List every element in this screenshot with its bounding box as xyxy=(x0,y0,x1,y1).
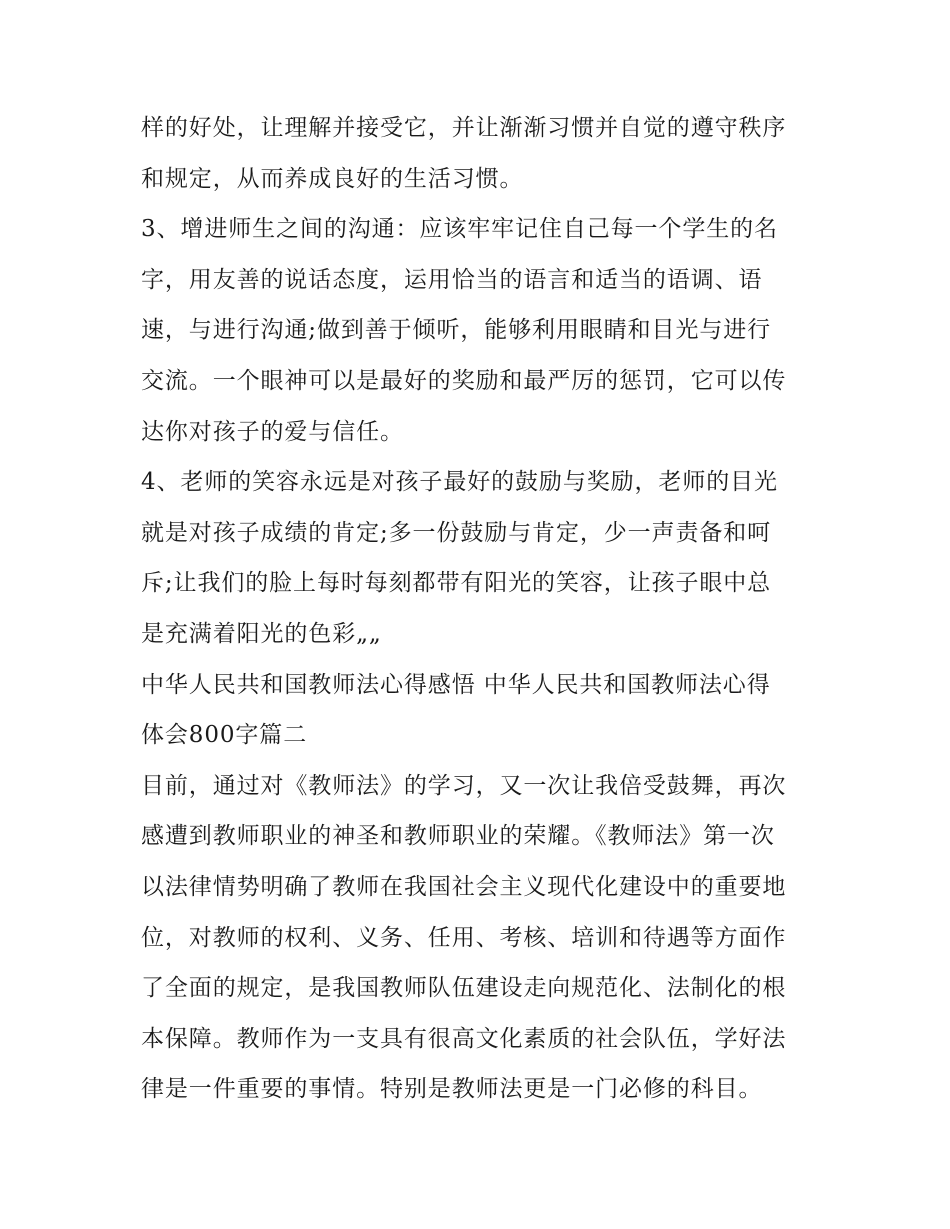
body-text-line: 和规定，从而养成良好的生活习惯。 xyxy=(141,165,524,192)
body-text-line: 斥;让我们的脸上每时每刻都带有阳光的笑容，让孩子眼中总 xyxy=(141,570,772,597)
body-text-line: 位，对教师的权利、义务、任用、考核、培训和待遇等方面作 xyxy=(141,924,787,951)
list-item-3-line: 3、增进师生之间的沟通：应该牢牢记住自己每一个学生的名 xyxy=(141,216,778,243)
body-text-line: 达你对孩子的爱与信任。 xyxy=(141,418,404,445)
body-text-line: 交流。一个眼神可以是最好的奖励和最严厉的惩罚，它可以传 xyxy=(141,367,787,394)
body-text-line: 律是一件重要的事情。特别是教师法更是一门必修的科目。 xyxy=(141,1076,763,1103)
body-text-line: 以法律情势明确了教师在我国社会主义现代化建设中的重要地 xyxy=(141,873,787,900)
body-text-line: 本保障。教师作为一支具有很高文化素质的社会队伍，学好法 xyxy=(141,1025,787,1052)
section-heading-line: 体会800字篇二 xyxy=(141,722,308,749)
body-text-line: 了全面的规定，是我国教师队伍建设走向规范化、法制化的根 xyxy=(141,975,787,1002)
body-text-line: 目前，通过对《教师法》的学习，又一次让我倍受鼓舞，再次 xyxy=(141,772,787,799)
body-text-line: 感遭到教师职业的神圣和教师职业的荣耀。《教师法》第一次 xyxy=(141,823,775,850)
body-text-line: 速，与进行沟通;做到善于倾听，能够利用眼睛和目光与进行 xyxy=(141,317,772,344)
section-heading-line: 中华人民共和国教师法心得感悟 中华人民共和国教师法心得 xyxy=(141,671,771,698)
body-text-line: 就是对孩子成绩的肯定;多一份鼓励与肯定，少一声责备和呵 xyxy=(141,519,772,546)
document-body xyxy=(141,103,831,1115)
list-item-4-line: 4、老师的笑容永远是对孩子最好的鼓励与奖励，老师的目光 xyxy=(141,469,778,496)
body-text-line: 字，用友善的说话态度，运用恰当的语言和适当的语调、语 xyxy=(141,266,763,293)
body-text-line: 样的好处，让理解并接受它，并让渐渐习惯并自觉的遵守秩序 xyxy=(141,115,787,141)
body-text-line: 是充满着阳光的色彩„„ xyxy=(141,620,382,647)
